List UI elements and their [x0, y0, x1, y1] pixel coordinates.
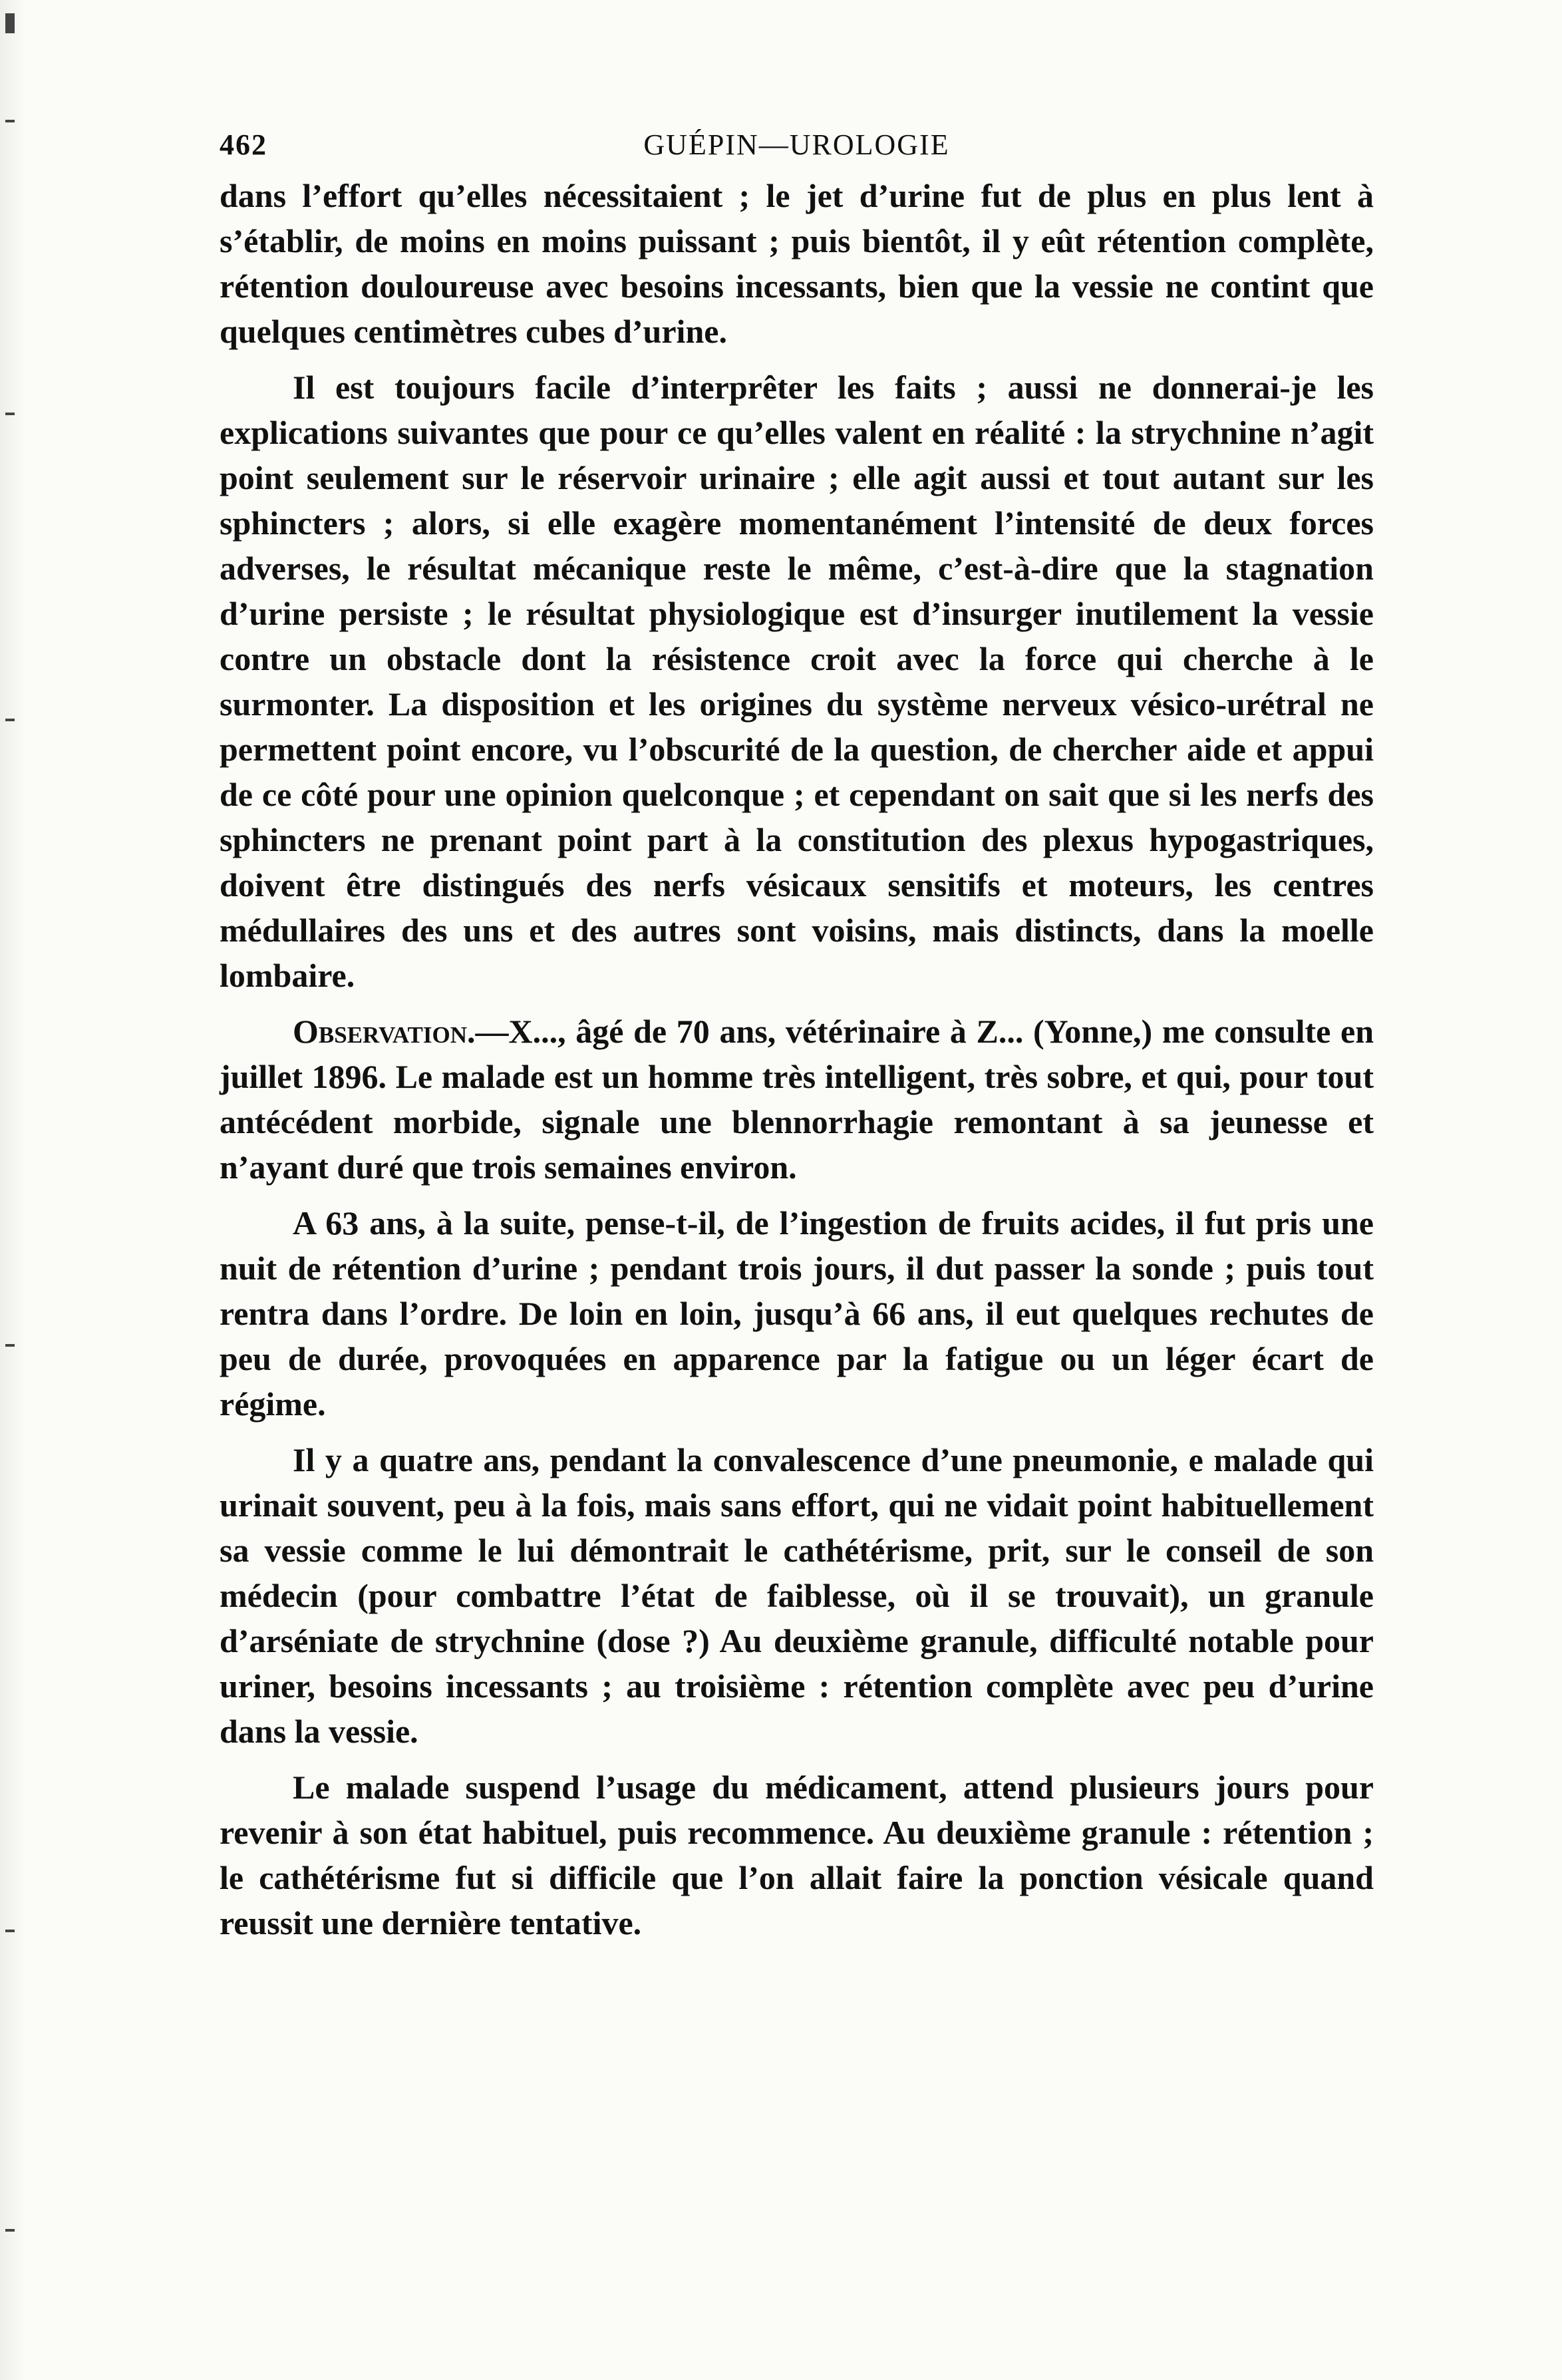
scan-speck	[5, 719, 15, 721]
paragraph-text: A 63 ans, à la suite, pense-t-il, de l’ingestion de fruits acides, il fut pris une nuit de rétention d’urine ; pendant trois jours, il dut passer la sonde ; puis tout rentra dans l’ordre. De loin en loin, jusqu’à 66 ans, il eut quelques rechutes de peu de durée, provoquées en apparence par la fatigue ou un léger écart de régime.	[220, 1204, 1374, 1423]
paragraph	[220, 365, 1374, 998]
page-number: 462	[220, 128, 267, 161]
paragraph-text: Il est toujours facile d’interprêter les faits ; aussi ne donnerai-je les explications suivantes que pour ce qu’elles valent en réalité : la strychnine n’agit point seulement sur le réservoir urinaire ; elle agit aussi et tout autant sur les sphincters ; alors, si elle exagère momentanément l’intensité de deux forces adverses, le résultat mécanique reste le même, c’est-à-dire que la stagnation d’urine persiste ; le résultat physiologique est d’insurger inutilement la vessie contre un obstacle dont la résistence croit avec la force qui cherche à le surmonter. La disposition et les origines du système nerveux vésico-urétral ne permettent point encore, vu l’obscurité de la question, de chercher aide et appui de ce côté pour une opinion quelconque ; et cependant on sait que si les nerfs des sphincters ne prenant point part à la constitution des plexus hypogastriques, doivent être distingués des nerfs vésicaux sensitifs et moteurs, les centres médullaires des uns et des autres sont voisins, mais distincts, dans la moelle lombaire.	[220, 369, 1374, 994]
paragraph-text: Il y a quatre ans, pendant la convalescence d’une pneumonie, e malade qui urinait souvent, peu à la fois, mais sans effort, qui ne vidait point habituellement sa vessie comme le lui démontrait le cathétérisme, prit, sur le conseil de son médecin (pour combattre l’état de faiblesse, où il se trouvait), un granule d’arséniate de strychnine (dose ?) Au deuxième granule, difficulté notable pour uriner, besoins incessants ; au troisième : rétention complète avec peu d’urine dans la vessie.	[220, 1441, 1374, 1750]
paragraph-continued	[220, 173, 1374, 354]
book-page	[220, 120, 1374, 1956]
observation-heading: Observation.	[293, 1013, 476, 1050]
scan-edge	[0, 0, 27, 2380]
scan-speck	[5, 1930, 15, 1932]
body-text	[220, 173, 1374, 1946]
scan-speck	[5, 13, 15, 33]
scan-speck	[5, 2229, 15, 2232]
paragraph	[220, 1437, 1374, 1754]
paragraph-text: Le malade suspend l’usage du médicament, attend plusieurs jours pour revenir à son état habituel, puis recommence. Au deuxième granule : rétention ; le cathétérisme fut si difficile que l’on allait faire la ponction vésicale quand reussit une dernière tentative.	[220, 1769, 1374, 1942]
running-head	[220, 120, 1374, 173]
scan-speck	[5, 1344, 15, 1347]
scan-speck	[5, 120, 15, 122]
paragraph-text: dans l’effort qu’elles nécessitaient ; le jet d’urine fut de plus en plus lent à s’établir, de moins en moins puissant ; puis bientôt, il y eût rétention complète, rétention douloureuse avec besoins incessants, bien que la vessie ne contint que quelques centimètres cubes d’urine.	[220, 177, 1374, 350]
scan-speck	[5, 413, 15, 415]
observation-paragraph	[220, 1009, 1374, 1190]
paragraph-text: —X..., âgé de 70 ans, vétérinaire à Z... (Yonne,) me consulte en juillet 1896. Le malade est un homme très intelligent, très sobre, et qui, pour tout antécédent morbide, signale une blennorrhagie remontant à sa jeunesse et n’ayant duré que trois semaines environ.	[220, 1013, 1374, 1186]
running-title: GUÉPIN—UROLOGIE	[643, 128, 950, 161]
paragraph	[220, 1200, 1374, 1427]
paragraph	[220, 1765, 1374, 1946]
